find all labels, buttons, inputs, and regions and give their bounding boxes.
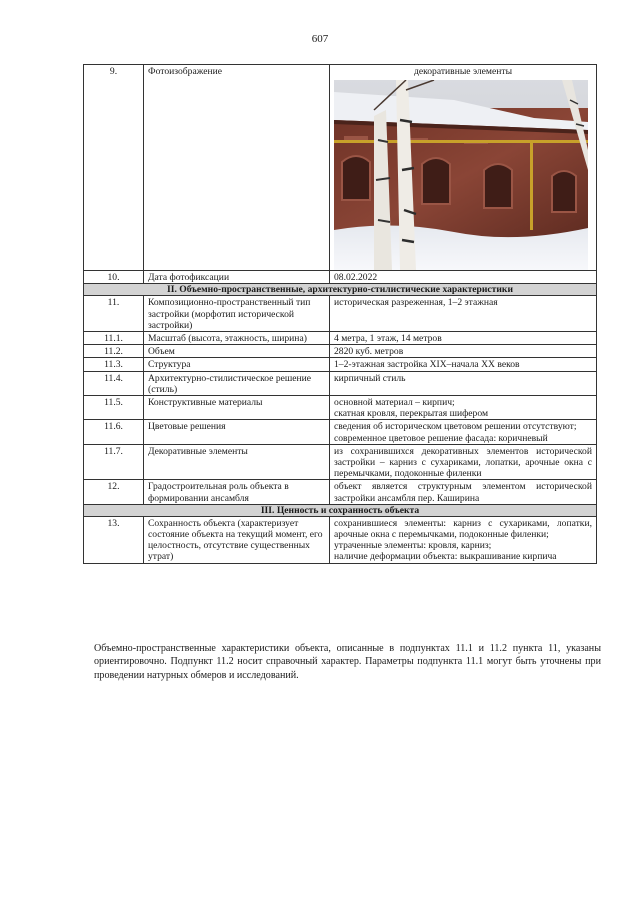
value-line: сведения об историческом цветовом решении отсутствуют; <box>334 421 577 433</box>
row-number: 9. <box>84 65 144 271</box>
photo-cell <box>330 65 597 271</box>
row-label: Конструктивные материалы <box>144 396 330 420</box>
section-title: II. Объемно-пространственные, архитектурно-стилистические характеристики <box>84 284 597 296</box>
row-label: Дата фотофиксации <box>144 271 330 284</box>
section-header <box>84 504 597 516</box>
row-number: 11. <box>84 296 144 332</box>
row-number: 13. <box>84 516 144 563</box>
table-row <box>84 420 597 444</box>
row-value: объект является структурным элементом исторической застройки ансамбля пер. Каширина <box>330 480 597 504</box>
value-line: скатная кровля, перекрытая шифером <box>334 408 489 420</box>
row-value: кирпичный стиль <box>330 371 597 395</box>
value-line: сохранившиеся элементы: карниз с сухариками, лопатки, арочные окна с перемычками, подоконные филенки; <box>334 517 592 541</box>
row-value <box>330 516 597 563</box>
row-label: Композиционно-пространственный тип застройки (морфотип исторической застройки) <box>144 296 330 332</box>
table-row <box>84 444 597 480</box>
row-value: 08.02.2022 <box>330 271 597 284</box>
row-number: 11.7. <box>84 444 144 480</box>
value-line: утраченные элементы: кровля, карниз; <box>334 540 492 552</box>
row-number: 11.2. <box>84 345 144 358</box>
row-number: 12. <box>84 480 144 504</box>
row-number: 11.6. <box>84 420 144 444</box>
photo-caption: декоративные элементы <box>413 66 513 77</box>
row-value: из сохранившихся декоративных элементов исторической застройки – карниз с сухариками, лопатки, арочные окна с перемычками, подоконные филенки <box>330 444 597 480</box>
row-label: Цветовые решения <box>144 420 330 444</box>
building-photo <box>334 80 588 270</box>
row-label: Структура <box>144 358 330 371</box>
row-label: Фотоизображение <box>144 65 330 271</box>
table-row <box>84 396 597 420</box>
table-row <box>84 371 597 395</box>
object-passport-table <box>83 64 597 564</box>
row-value <box>330 420 597 444</box>
value-line: современное цветовое решение фасада: коричневый <box>334 432 548 444</box>
value-line: основной материал – кирпич; <box>334 397 455 409</box>
table-row <box>84 358 597 371</box>
row-value: 1–2-этажная застройка XIX–начала XX веков <box>330 358 597 371</box>
row-number: 11.4. <box>84 371 144 395</box>
row-label: Сохранность объекта (характеризует состояние объекта на текущий момент, его целостность, отсутствие существенных утрат) <box>144 516 330 563</box>
table-row <box>84 296 597 332</box>
page-number: 607 <box>311 33 329 45</box>
footnote-paragraph: Объемно-пространственные характеристики объекта, описанные в подпунктах 11.1 и 11.2 пункта 11, указаны ориентировочно. Подпункт 11.2 носит справочный характер. Параметры подпункта 11.1 могут быть уточнены при проведении натурных обмеров и исследований. <box>94 643 601 681</box>
row-label: Архитектурно-стилистическое решение (стиль) <box>144 371 330 395</box>
row-number: 11.5. <box>84 396 144 420</box>
section-title: III. Ценность и сохранность объекта <box>84 504 597 516</box>
table-row <box>84 271 597 284</box>
row-number: 10. <box>84 271 144 284</box>
row-label: Декоративные элементы <box>144 444 330 480</box>
row-value: 4 метра, 1 этаж, 14 метров <box>330 332 597 345</box>
row-label: Градостроительная роль объекта в формировании ансамбля <box>144 480 330 504</box>
row-label: Объем <box>144 345 330 358</box>
table-row <box>84 65 597 271</box>
value-line: наличие деформации объекта: выкрашивание кирпича <box>334 551 557 563</box>
table-row <box>84 332 597 345</box>
table-row <box>84 345 597 358</box>
row-number: 11.3. <box>84 358 144 371</box>
row-value: историческая разреженная, 1–2 этажная <box>330 296 597 332</box>
row-label: Масштаб (высота, этажность, ширина) <box>144 332 330 345</box>
row-value: 2820 куб. метров <box>330 345 597 358</box>
section-header <box>84 284 597 296</box>
row-number: 11.1. <box>84 332 144 345</box>
row-value <box>330 396 597 420</box>
table-row <box>84 516 597 563</box>
table-row <box>84 480 597 504</box>
